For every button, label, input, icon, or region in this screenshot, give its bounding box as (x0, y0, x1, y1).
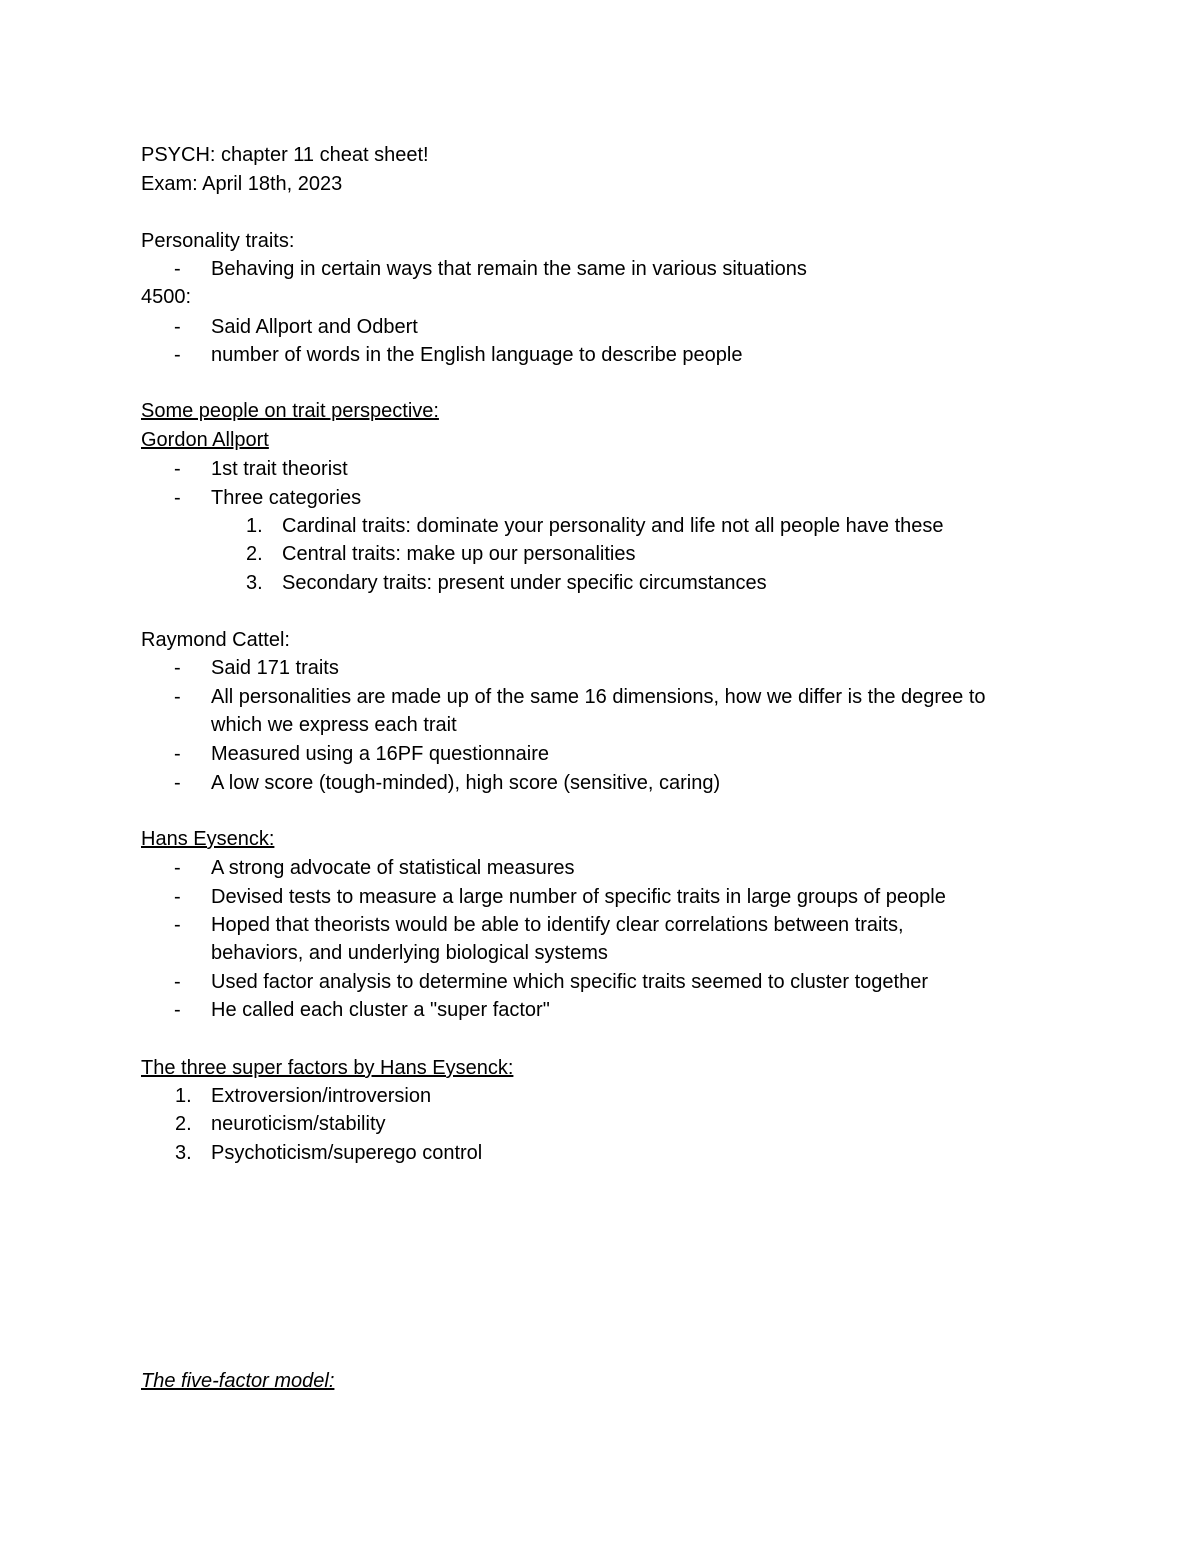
bullet-dash: - (174, 914, 181, 936)
number-marker: 1. (246, 515, 263, 537)
list-item: Psychoticism/superego control (211, 1142, 483, 1164)
list-item: Three categories (211, 487, 362, 509)
list-item: Used factor analysis to determine which specific traits seemed to cluster together (211, 971, 928, 993)
eysenck-heading: Hans Eysenck: (141, 828, 275, 850)
bullet-dash: - (174, 258, 181, 280)
list-item: A strong advocate of statistical measures (211, 857, 575, 879)
bullet-dash: - (174, 743, 181, 765)
cattel-heading: Raymond Cattel: (141, 629, 290, 651)
bullet-dash: - (174, 316, 181, 338)
list-item-continued: which we express each trait (211, 714, 457, 736)
allport-heading: Gordon Allport (141, 429, 269, 451)
list-item: Devised tests to measure a large number of specific traits in large groups of people (211, 886, 946, 908)
bullet-dash: - (174, 344, 181, 366)
bullet-dash: - (174, 886, 181, 908)
bullet-dash: - (174, 857, 181, 879)
bullet-dash: - (174, 686, 181, 708)
bullet-dash: - (174, 487, 181, 509)
list-item: Measured using a 16PF questionnaire (211, 743, 549, 765)
list-item: neuroticism/stability (211, 1113, 386, 1135)
bullet-dash: - (174, 999, 181, 1021)
list-item: Secondary traits: present under specific circumstances (282, 572, 767, 594)
number-marker: 3. (246, 572, 263, 594)
number-marker: 3. (175, 1142, 192, 1164)
bullet-dash: - (174, 971, 181, 993)
bullet-dash: - (174, 772, 181, 794)
number-4500-heading: 4500: (141, 286, 192, 308)
personality-traits-heading: Personality traits: (141, 230, 295, 252)
bullet-dash: - (174, 458, 181, 480)
number-marker: 2. (175, 1113, 192, 1135)
list-item: Hoped that theorists would be able to identify clear correlations between traits, (211, 914, 904, 936)
list-item: number of words in the English language to describe people (211, 344, 743, 366)
list-item: Extroversion/introversion (211, 1085, 432, 1107)
list-item: Said 171 traits (211, 657, 339, 679)
list-item: Behaving in certain ways that remain the same in various situations (211, 258, 807, 280)
page-title: PSYCH: chapter 11 cheat sheet! (141, 144, 429, 166)
list-item: 1st trait theorist (211, 458, 348, 480)
bullet-dash: - (174, 657, 181, 679)
list-item: Cardinal traits: dominate your personality and life not all people have these (282, 515, 944, 537)
exam-date: Exam: April 18th, 2023 (141, 173, 343, 195)
list-item-continued: behaviors, and underlying biological systems (211, 942, 608, 964)
number-marker: 2. (246, 543, 263, 565)
list-item: Said Allport and Odbert (211, 316, 418, 338)
five-factor-heading: The five-factor model: (141, 1370, 335, 1392)
list-item: Central traits: make up our personalities (282, 543, 636, 565)
list-item: All personalities are made up of the same 16 dimensions, how we differ is the degree to (211, 686, 986, 708)
list-item: He called each cluster a "super factor" (211, 999, 550, 1021)
trait-perspective-heading: Some people on trait perspective: (141, 400, 439, 422)
number-marker: 1. (175, 1085, 192, 1107)
list-item: A low score (tough-minded), high score (sensitive, caring) (211, 772, 721, 794)
super-factors-heading: The three super factors by Hans Eysenck: (141, 1057, 514, 1079)
